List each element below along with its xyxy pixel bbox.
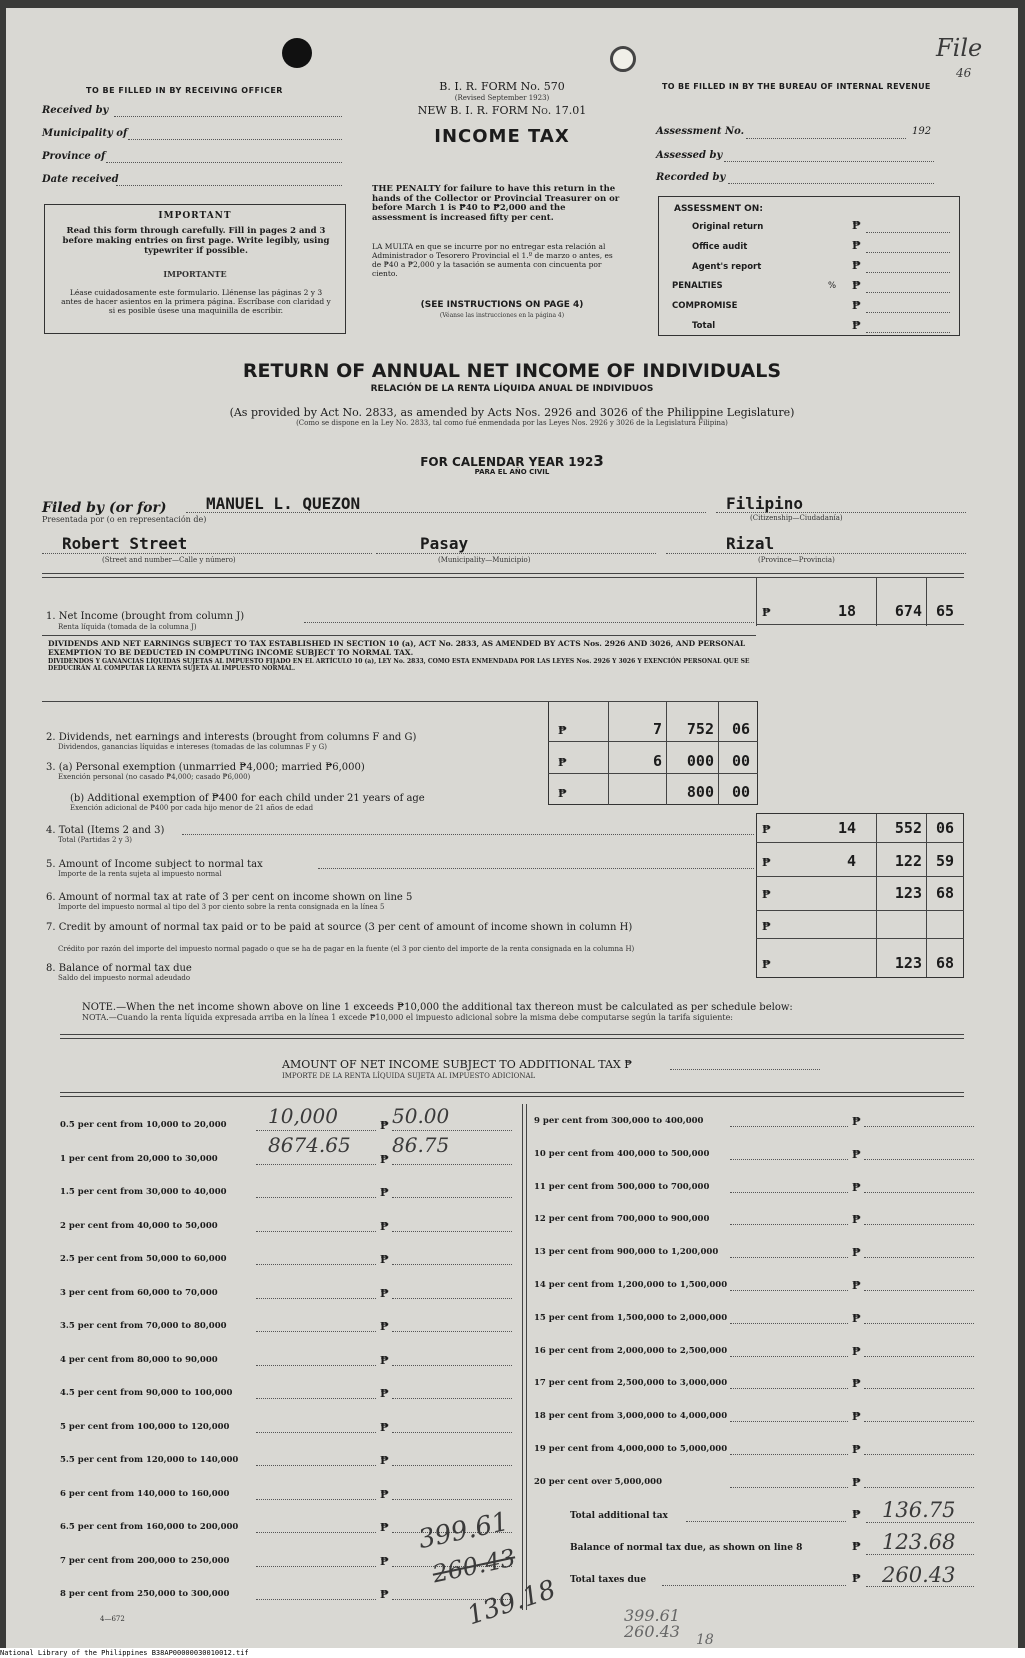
schedule-right-rate-label: 20 per cent over 5,000,000 [534,1476,662,1487]
line-6-amount-units[interactable]: 123 [894,884,922,902]
total-taxes-leader [662,1585,846,1586]
schedule-left-leader [256,1365,376,1366]
assessment-total-label: Total [692,321,716,331]
peso-sign: ₱ [762,888,771,901]
schedule-left-rate-label: 0.5 per cent from 10,000 to 20,000 [60,1120,227,1130]
filer-name-line [186,512,706,513]
peso-sign: ₱ [852,1443,861,1456]
line-6-label: 6. Amount of normal tax at rate of 3 per cent on income shown on line 5 [46,892,413,903]
filed-by-label: Filed by (or for) [42,500,167,516]
municipality-line [376,553,656,554]
schedule-right-rate-label: 14 per cent from 1,200,000 to 1,500,000 [534,1280,728,1290]
peso-sign: ₱ [852,1475,861,1489]
peso-sign: ₱ [852,279,861,292]
total-additional-leader [686,1521,846,1522]
line-2-label: 2. Dividends, net earnings and interests (brought from columns F and G) [46,732,417,743]
important-title: IMPORTANT [158,211,232,221]
line-4-amount-cents[interactable]: 06 [935,819,954,837]
form-number: B. I. R. FORM No. 570 [439,80,565,93]
note-text-es: NOTA.—Cuando la renta líquida expresada arriba en la línea 1 excede ₱10,000 el impuesto adicional sobre la misma debe computarse según la tarifa siguiente: [82,1013,733,1022]
schedule-left-tax-field[interactable] [392,1398,512,1399]
assessed-by-field[interactable] [724,161,934,162]
schedule-right-leader [730,1388,848,1389]
line-3a-amount-thousands[interactable]: 6 [652,752,662,770]
schedule-left-rate-label: 5.5 per cent from 120,000 to 140,000 [60,1455,239,1465]
peso-sign: ₱ [852,1311,861,1325]
form-revised: (Revised September 1923) [454,94,550,102]
line-5-leader [318,868,754,869]
schedule-right-leader [730,1487,848,1488]
row-rule [756,876,964,877]
return-subtitle: RELACIÓN DE LA RENTA LÍQUIDA ANUAL DE INDIVIDUOS [370,384,654,394]
line-4-leader [182,834,754,835]
schedule-left-tax-field[interactable] [392,1465,512,1466]
line-1-amount-thousands[interactable]: 18 [837,602,856,620]
peso-sign: ₱ [852,1344,861,1358]
balance-normal-field[interactable] [866,1554,974,1555]
punch-hole [610,46,636,72]
peso-sign: ₱ [852,1180,861,1194]
peso-sign: ₱ [852,1410,861,1424]
peso-sign: ₱ [852,219,861,232]
line-3a-amount-units[interactable]: 000 [686,752,714,770]
schedule-left-rate-label: 3.5 per cent from 70,000 to 80,000 [60,1321,227,1331]
row-rule [42,701,756,702]
row-rule [756,842,964,843]
assessment-on-label: ASSESSMENT ON: [674,204,763,214]
schedule-left-leader [256,1499,376,1500]
note-text: NOTE.—When the net income shown above on line 1 exceeds ₱10,000 the additional tax thereon must be calculated as per schedule below: [82,1002,793,1013]
schedule-left-tax-field[interactable] [392,1264,512,1265]
line-1-label-es: Renta líquida (tomada de la columna J) [58,623,197,631]
amount-column-rule [926,578,927,626]
schedule-left-leader [256,1398,376,1399]
line-7-label: 7. Credit by amount of normal tax paid or to be paid at source (3 per cent of amount of income shown in column H) [46,922,633,933]
schedule-left-tax-field[interactable] [392,1197,512,1198]
peso-sign: ₱ [762,823,771,836]
important-text: Read this form through carefully. Fill in pages 2 and 3 before making entries on first page. Write legibly, using typewriter if possible. [62,226,330,256]
schedule-right-rate-label: 12 per cent from 700,000 to 900,000 [534,1214,710,1225]
schedule-left-leader [256,1532,376,1533]
act-provided: (As provided by Act No. 2833, as amended by Acts Nos. 2926 and 3026 of the Philippine Legislature) [229,406,795,419]
schedule-left-tax-field[interactable] [392,1365,512,1366]
peso-sign: ₱ [380,1286,389,1300]
schedule-left-rate-label: 3 per cent from 60,000 to 70,000 [60,1287,218,1298]
peso-sign: ₱ [852,1246,861,1260]
recorded-by-label: Recorded by [656,172,726,183]
compromise-label: COMPROMISE [672,301,738,311]
received-by-label: Received by [42,105,109,116]
province-label: Province of [42,151,106,162]
peso-sign: ₱ [852,1147,861,1161]
schedule-right-rate-label: 18 per cent from 3,000,000 to 4,000,000 [534,1411,728,1422]
line-3a-label-es: Exención personal (no casado ₱4,000; casado ₱6,000) [58,773,251,781]
schedule-right-leader [730,1224,848,1225]
municipality-label: Municipality of [42,128,128,139]
line-2-label-es: Dividendos, ganancias líquidas e intereses (tomadas de las columnas F y G) [58,743,327,751]
peso-sign: ₱ [380,1487,389,1501]
bureau-title: TO BE FILLED IN BY THE BUREAU OF INTERNAL REVENUE [662,82,931,91]
municipality-value-label: (Municipality—Municipio) [438,556,531,564]
peso-sign: ₱ [852,299,861,312]
line-8-amount-cents[interactable]: 68 [935,954,954,972]
handwritten-bottom-b: 260.43 [624,1622,680,1641]
total-additional-field[interactable] [866,1522,974,1523]
assessment-total-field[interactable] [866,332,950,333]
archive-footer: National Library of the Philippines B38AP00000030010012.tif [0,1648,1025,1658]
peso-sign: ₱ [852,1540,861,1553]
schedule-right-tax-field[interactable] [864,1487,974,1488]
peso-sign: ₱ [380,1152,389,1166]
schedule-right-tax-field[interactable] [864,1356,974,1357]
see-instructions: (SEE INSTRUCTIONS ON PAGE 4) [420,300,584,310]
recorded-by-field[interactable] [728,183,934,184]
peso-sign: ₱ [852,1377,861,1391]
additional-tax-title: AMOUNT OF NET INCOME SUBJECT TO ADDITIONAL TAX ₱ [282,1058,632,1071]
schedule-left-tax-field[interactable] [392,1499,512,1500]
line-2-amount-units[interactable]: 752 [686,720,714,738]
schedule-left-tax-field[interactable] [392,1231,512,1232]
total-additional-label: Total additional tax [570,1511,668,1521]
new-form-number: NEW B. I. R. FORM No. 17.01 [417,104,587,117]
handwritten-balance-normal: 123.68 [882,1530,956,1554]
line-5-amount-cents[interactable]: 59 [935,852,954,870]
schedule-right-rate-label: 15 per cent from 1,500,000 to 2,000,000 [534,1312,728,1323]
schedule-right-rate-label: 10 per cent from 400,000 to 500,000 [534,1148,710,1159]
peso-sign: ₱ [558,724,567,737]
schedule-right-tax-field[interactable] [864,1159,974,1160]
peso-sign: ₱ [852,259,861,272]
assessment-no-label: Assessment No. [656,126,745,137]
schedule-divider [526,1104,527,1610]
peso-sign: ₱ [852,1213,861,1227]
peso-sign: ₱ [558,787,567,800]
handwritten-bottom-c: 18 [696,1632,714,1648]
line-3a-amount-cents[interactable]: 00 [731,752,750,770]
assessment-no-field[interactable] [746,138,906,139]
date-received-label: Date received [42,174,119,185]
inner-column-rule [666,701,667,805]
line-1-amount-units[interactable]: 674 [894,602,922,620]
total-taxes-label: Total taxes due [570,1575,647,1585]
filer-name[interactable]: MANUEL L. QUEZON [206,494,361,513]
schedule-right-tax-field[interactable] [864,1454,974,1455]
filed-by-es: Presentada por (o en representación de) [42,515,207,524]
see-instructions-es: (Véanse las instrucciones en la página 4) [439,312,565,319]
schedule-right-tax-field[interactable] [864,1323,974,1324]
schedule-left-rate-label: 8 per cent from 250,000 to 300,000 [60,1589,230,1599]
section-rule [42,573,964,578]
line-5-label: 5. Amount of Income subject to normal tax [46,859,263,870]
schedule-right-leader [730,1257,848,1258]
line-4-label: 4. Total (Items 2 and 3) [46,825,165,836]
act-provided-es: (Como se dispone en la Ley No. 2833, tal como fué enmendada por las Leyes Nos. 2926 y 3026 de la Legislatura Filipina) [296,419,728,427]
dividends-header: DIVIDENDS AND NET EARNINGS SUBJECT TO TAX ESTABLISHED IN SECTION 10 (a), ACT No. 2833, AS AMENDED BY ACTS Nos. 2926 AND 3026, AND PERSONAL EXEMPTION TO BE DEDUCTED IN COMPUTING INCOME SUBJECT TO NORMAL TAX. [48,639,746,657]
schedule-right-tax-field[interactable] [864,1224,974,1225]
return-title: RETURN OF ANNUAL NET INCOME OF INDIVIDUALS [242,360,782,382]
peso-sign: ₱ [380,1320,389,1333]
row-rule [548,741,758,742]
penalties-field[interactable] [866,292,950,293]
handwritten-calculation-b: 260.43 [430,1543,518,1589]
schedule-right-leader [730,1356,848,1357]
peso-sign: ₱ [380,1588,389,1601]
province-field[interactable] [106,162,342,163]
street-label: (Street and number—Calle y número) [102,556,236,564]
original-return-label: Original return [692,222,764,232]
province-value[interactable]: Rizal [726,534,775,553]
schedule-left-leader [256,1130,376,1131]
peso-sign: ₱ [380,1387,389,1400]
schedule-divider [522,1104,523,1610]
row-rule [756,910,964,911]
line-5-amount-thousands[interactable]: 4 [846,852,856,870]
schedule-left-leader [256,1231,376,1232]
inner-column-rule [718,701,719,805]
line-1-leader [304,622,754,623]
handwritten-bracket-2-tax: 86.75 [392,1133,450,1157]
line-4-amount-thousands[interactable]: 14 [837,819,856,837]
penalties-pct: % [828,281,837,291]
line-4-amount-units[interactable]: 552 [894,819,922,837]
importante-text: Léase cuidadosamente este formulario. Llénense las páginas 2 y 3 antes de hacer asientos en la primera página. Escríbase con claridad y si es posible úsese una maquinilla de escribir. [61,288,331,315]
row-rule [548,773,758,774]
schedule-left-rate-label: 7 per cent from 200,000 to 250,000 [60,1555,230,1566]
amount-column-rule [876,578,877,626]
peso-sign: ₱ [762,606,771,619]
peso-sign: ₱ [380,1353,389,1367]
peso-sign: ₱ [380,1454,389,1467]
schedule-left-tax-field[interactable] [392,1432,512,1433]
schedule-left-leader [256,1298,376,1299]
line-5-amount-units[interactable]: 122 [894,852,922,870]
schedule-left-tax-field[interactable] [392,1130,512,1131]
schedule-right-rate-label: 16 per cent from 2,000,000 to 2,500,000 [534,1345,728,1356]
schedule-left-rate-label: 6 per cent from 140,000 to 160,000 [60,1488,230,1499]
peso-sign: ₱ [852,1572,861,1585]
original-return-field[interactable] [866,232,950,233]
schedule-right-tax-field[interactable] [864,1192,974,1193]
receiving-officer-title: TO BE FILLED IN BY RECEIVING OFFICER [86,86,283,95]
schedule-left-rate-label: 1.5 per cent from 30,000 to 40,000 [60,1187,227,1197]
form-code: 4—672 [100,1615,125,1623]
line-8-label: 8. Balance of normal tax due [46,963,192,974]
peso-sign: ₱ [380,1420,389,1434]
peso-sign: ₱ [380,1119,389,1132]
income-tax-form [6,8,1018,1648]
amount-column-rule [756,578,757,626]
assessment-year: 192 [912,126,932,137]
schedule-left-leader [256,1566,376,1567]
schedule-right-tax-field[interactable] [864,1290,974,1291]
peso-sign: ₱ [380,1219,389,1233]
handwritten-bracket-1-amount: 10,000 [268,1104,338,1128]
penalties-label: PENALTIES [672,281,723,291]
line-3b-amount-units[interactable]: 800 [686,783,714,801]
peso-sign: ₱ [558,756,567,769]
schedule-left-leader [256,1164,376,1165]
schedule-right-rate-label: 17 per cent from 2,500,000 to 3,000,000 [534,1378,728,1389]
date-received-field[interactable] [116,185,342,186]
peso-sign: ₱ [762,958,771,971]
row-rule [756,938,964,939]
peso-sign: ₱ [380,1186,389,1199]
peso-sign: ₱ [380,1554,389,1568]
corner-handwriting-number: 46 [956,66,972,80]
compromise-field[interactable] [866,312,950,313]
additional-tax-field[interactable] [670,1069,820,1070]
office-audit-label: Office audit [692,242,748,252]
citizenship-line [716,512,966,513]
schedule-left-leader [256,1465,376,1466]
punch-hole [282,38,312,68]
schedule-right-leader [730,1126,848,1127]
schedule-left-rate-label: 4 per cent from 80,000 to 90,000 [60,1354,218,1365]
municipality-field[interactable] [128,139,342,140]
importante-title: IMPORTANTE [163,269,227,279]
schedule-right-rate-label: 13 per cent from 900,000 to 1,200,000 [534,1247,719,1258]
peso-sign: ₱ [852,239,861,252]
dividends-header-es: DIVIDENDOS Y GANANCIAS LÍQUIDAS SUJETAS AL IMPUESTO FIJADO EN EL ARTÍCULO 10 (a), LEY No. 2833, COMO ESTA ENMENDADA POR LAS LEYES Nos. 2926 Y 3026 Y EXENCIÓN PERSONAL QUE SE DEDUCIRÁN AL COMPUTAR LA RENTA SUJETA AL IMPUESTO NORMAL. [48,658,750,672]
multa-text: LA MULTA en que se incurre por no entregar esta relación al Administrador o Tesorero Provincial el 1.º de marzo o antes, es de ₱40 a ₱2,000 y la tasación se aumenta con cincuenta por ciento. [372,242,613,278]
handwritten-bracket-1-tax: 50.00 [392,1104,450,1128]
row-rule [42,635,756,636]
row-rule [756,624,964,625]
schedule-left-rate-label: 6.5 per cent from 160,000 to 200,000 [60,1522,239,1532]
province-line [666,553,966,554]
schedule-right-leader [730,1192,848,1193]
calendar-year-label: FOR CALENDAR YEAR 192 [420,455,594,469]
schedule-right-leader [730,1421,848,1422]
schedule-right-leader [730,1454,848,1455]
schedule-right-leader [730,1290,848,1291]
handwritten-total-additional: 136.75 [882,1498,956,1522]
peso-sign: ₱ [380,1253,389,1266]
handwritten-bottom-a: 399.61 [624,1606,680,1625]
line-3b-label-es: Exención adicional de ₱400 por cada hijo menor de 21 años de edad [70,804,314,812]
schedule-left-leader [256,1197,376,1198]
peso-sign: ₱ [852,319,861,332]
section-rule [60,1092,964,1097]
form-title: INCOME TAX [434,126,570,147]
schedule-right-leader [730,1323,848,1324]
schedule-left-leader [256,1264,376,1265]
schedule-right-tax-field[interactable] [864,1257,974,1258]
schedule-left-leader [256,1432,376,1433]
schedule-left-leader [256,1599,376,1600]
schedule-right-tax-field[interactable] [864,1126,974,1127]
received-by-field[interactable] [114,116,342,117]
handwritten-total-taxes: 260.43 [882,1563,956,1587]
schedule-right-tax-field[interactable] [864,1388,974,1389]
province-value-label: (Province—Provincia) [758,556,835,564]
street-value[interactable]: Robert Street [62,534,188,553]
schedule-left-rate-label: 5 per cent from 100,000 to 120,000 [60,1421,230,1432]
street-line [42,553,372,554]
line-7-label-es: Crédito por razón del importe del impuesto normal pagado o que se ha de pagar en la fuente (el 3 por ciento del importe de la renta consignada en la columna H) [58,945,635,953]
calendar-year-digit: 3 [593,452,604,470]
line-1-amount-cents[interactable]: 65 [935,602,954,620]
peso-sign: ₱ [762,856,771,869]
inner-column-rule [608,701,609,805]
peso-sign: ₱ [852,1279,861,1292]
line-4-label-es: Total (Partidas 2 y 3) [58,836,133,844]
schedule-right-rate-label: 9 per cent from 300,000 to 400,000 [534,1116,704,1126]
line-5-label-es: Importe de la renta sujeta al impuesto normal [58,870,222,878]
calendar-year-es: PARA EL AÑO CIVIL [474,468,550,476]
schedule-left-tax-field[interactable] [392,1331,512,1332]
schedule-left-rate-label: 1 per cent from 20,000 to 30,000 [60,1153,218,1164]
schedule-left-rate-label: 2.5 per cent from 50,000 to 60,000 [60,1254,227,1264]
line-8-amount-units[interactable]: 123 [894,954,922,972]
handwritten-calculation-c: 139.18 [463,1574,560,1632]
citizenship-value[interactable]: Filipino [726,494,804,513]
agents-report-label: Agent's report [692,262,762,272]
citizenship-label: (Citizenship—Ciudadanía) [750,514,843,522]
schedule-right-rate-label: 11 per cent from 500,000 to 700,000 [534,1181,710,1192]
line-6-amount-cents[interactable]: 68 [935,884,954,902]
office-audit-field[interactable] [866,252,950,253]
line-6-label-es: Importe del impuesto normal al tipo del 3 por ciento sobre la renta consignada en la línea 5 [58,903,385,911]
line-2-amount-cents[interactable]: 06 [731,720,750,738]
schedule-left-tax-field[interactable] [392,1298,512,1299]
penalty-text: THE PENALTY for failure to have this return in the hands of the Collector or Provincial Treasurer on or before March 1 is ₱40 to ₱2,000 and the assessment is increased fifty per cent. [372,184,620,223]
line-2-amount-thousands[interactable]: 7 [652,720,662,738]
schedule-left-rate-label: 2 per cent from 40,000 to 50,000 [60,1220,218,1231]
line-3b-amount-cents[interactable]: 00 [731,783,750,801]
line-3a-label: 3. (a) Personal exemption (unmarried ₱4,000; married ₱6,000) [46,762,365,773]
schedule-right-rate-label: 19 per cent from 4,000,000 to 5,000,000 [534,1444,728,1454]
line-1-label: 1. Net Income (brought from column J) [46,611,245,622]
agents-report-field[interactable] [866,272,950,273]
schedule-right-tax-field[interactable] [864,1421,974,1422]
corner-handwriting: File [936,34,983,62]
peso-sign: ₱ [380,1521,389,1534]
handwritten-bracket-2-amount: 8674.65 [268,1133,351,1157]
schedule-left-tax-field[interactable] [392,1164,512,1165]
municipality-value[interactable]: Pasay [420,534,469,553]
peso-sign: ₱ [762,920,771,933]
peso-sign: ₱ [852,1115,861,1128]
schedule-right-leader [730,1159,848,1160]
schedule-left-leader [256,1331,376,1332]
section-rule [60,1034,964,1039]
handwritten-calculation-a: 399.61 [415,1506,512,1556]
additional-tax-title-es: IMPORTE DE LA RENTA LÍQUIDA SUJETA AL IMPUESTO ADICIONAL [282,1072,536,1080]
line-3b-label: (b) Additional exemption of ₱400 for each child under 21 years of age [70,793,425,804]
schedule-left-rate-label: 4.5 per cent from 90,000 to 100,000 [60,1388,233,1398]
balance-normal-label: Balance of normal tax due, as shown on line 8 [570,1543,803,1553]
line-8-label-es: Saldo del impuesto normal adeudado [58,974,191,982]
assessed-by-label: Assessed by [656,150,723,161]
peso-sign: ₱ [852,1508,861,1521]
